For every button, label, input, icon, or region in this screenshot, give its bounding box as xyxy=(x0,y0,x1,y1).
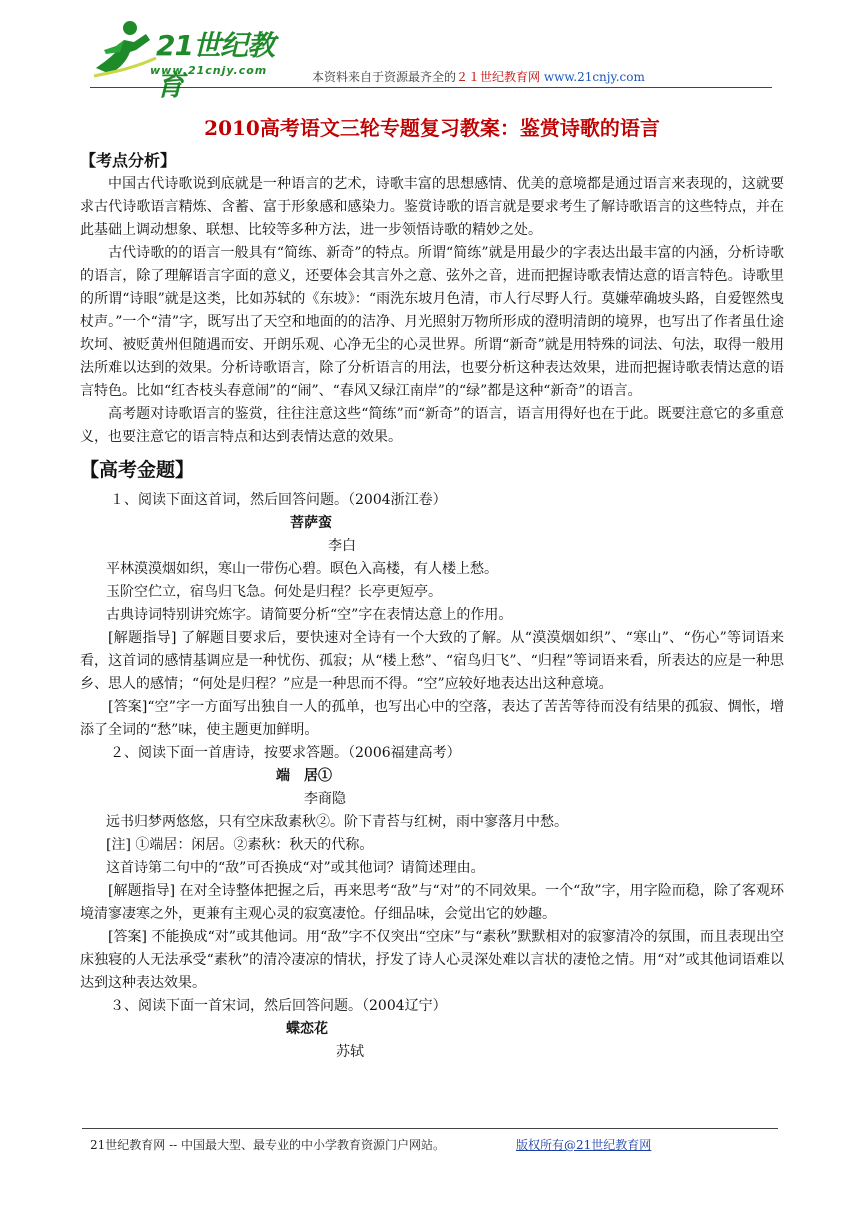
document-body xyxy=(80,112,784,1064)
q1-line-1: 平林漠漠烟如织，寒山一带伤心碧。暝色入高楼，有人楼上愁。 xyxy=(106,561,498,577)
q1-answer: [答案]“空”字一方面写出独自一人的孤单，也写出心中的空落，表达了苦苦等待而没有结果的孤寂、惆怅，增添了全词的“愁”味，使主题更加鲜明。 xyxy=(80,699,784,738)
q3-prompt: ３、阅读下面一首宋词，然后回答问题。（2004辽宁） xyxy=(110,998,447,1014)
logo-text: 21世纪教育 xyxy=(156,29,274,102)
q2-author: 李商隐 xyxy=(304,791,346,807)
q1-guide: [解题指导] 了解题目要求后，要快速对全诗有一个大致的了解。从“漠漠烟如织”、“寒山”、“伤心”等词语来看，这首词的感情基调应是一种忧伤、孤寂；从“楼上愁”、“宿鸟归飞”、“归程”等词语来看，所表达的应是一种思乡、思人的感情；“何处是归程？”应是一种思而不得。“空”应较好地表达出这种意境。 xyxy=(80,630,784,692)
q1-poem-title: 菩萨蛮 xyxy=(290,515,332,531)
page-header xyxy=(90,18,770,102)
q2-guide: [解题指导] 在对全诗整体把握之后，再来思考“敌”与“对”的不同效果。一个“敌”字，用字险而稳，除了客观环境清寥凄寒之外，更兼有主观心灵的寂寞凄怆。仔细品味，会觉出它的妙趣。 xyxy=(80,883,784,922)
logo-url: www.21cnjy.com xyxy=(150,64,268,77)
q2-note: [注] ①端居：闲居。②素秋：秋天的代称。 xyxy=(106,837,374,853)
footer-divider xyxy=(82,1128,778,1129)
q1-question: 古典诗词特别讲究炼字。请简要分析“空”字在表情达意上的作用。 xyxy=(106,607,513,623)
q2-question: 这首诗第二句中的“敌”可否换成“对”或其他词？请简述理由。 xyxy=(106,860,485,876)
q1-prompt: １、阅读下面这首词，然后回答问题。（2004浙江卷） xyxy=(110,492,447,508)
q3-author: 苏轼 xyxy=(336,1044,364,1060)
copyright-link[interactable]: 版权所有@21世纪教育网 xyxy=(516,1138,652,1152)
analysis-heading: 【考点分析】 xyxy=(80,151,177,170)
header-divider xyxy=(90,87,772,88)
q2-poem-title: 端 居① xyxy=(276,768,332,784)
source-line xyxy=(312,68,645,85)
source-url-link[interactable]: www.21cnjy.com xyxy=(543,70,645,84)
q2-prompt: ２、阅读下面一首唐诗，按要求答题。（2006福建高考） xyxy=(110,745,461,761)
q2-line-1: 远书归梦两悠悠，只有空床敌素秋②。阶下青苔与红树，雨中寥落月中愁。 xyxy=(106,814,568,830)
source-brand[interactable]: ２１世纪教育网 xyxy=(456,70,541,84)
q2-answer: [答案] 不能换成“对”或其他词。用“敌”字不仅突出“空床”与“素秋”默默相对的寂寥清冷的氛围，而且表现出空床独寝的人无法承受“素秋”的清冷凄凉的情状，抒发了诗人心灵深处难以言状的凄怆之情。用“对”或其他词语难以达到这种表达效果。 xyxy=(80,929,784,991)
analysis-paragraph-2: 古代诗歌的的语言一般具有“简练、新奇”的特点。所谓“简练”就是用最少的字表达出最丰富的内涵，分析诗歌的语言，除了理解语言字面的意义，还要体会其言外之意、弦外之音，进而把握诗歌表情达意的语言特色。诗歌里的所谓“诗眼”就是这类，比如苏轼的《东坡》：“雨洗东坡月色清，市人行尽野人行。莫嫌荦确坡头路，自爱铿然曳杖声。”一个“清”字，既写出了天空和地面的的洁净、月光照射万物所形成的澄明清朗的境界，也写出了作者虽仕途坎坷、被贬黄州但随遇而安、开朗乐观、心净无尘的心灵世界。所谓“新奇”就是用特殊的词法、句法，取得一般用法所难以达到的效果。分析诗歌语言，除了分析语言的用法，也要分析这种表达效果，进而把握诗歌表情达意的语言特色。比如“红杏枝头春意闹”的“闹”、“春风又绿江南岸”的“绿”都是这种“新奇”的语言。 xyxy=(80,245,784,399)
footer-text: 21世纪教育网 -- 中国最大型、最专业的中小学教育资源门户网站。 xyxy=(90,1138,446,1152)
q1-author: 李白 xyxy=(328,538,356,554)
document-title: 2010高考语文三轮专题复习教案：鉴赏诗歌的语言 xyxy=(204,116,660,140)
site-logo[interactable] xyxy=(90,18,290,102)
source-prefix: 本资料来自于资源最齐全的 xyxy=(312,70,457,84)
q1-line-2: 玉阶空伫立，宿鸟归飞急。何处是归程？长亭更短亭。 xyxy=(106,584,442,600)
analysis-paragraph-3: 高考题对诗歌语言的鉴赏，往往注意这些“简练”而“新奇”的语言，语言用得好也在于此。既要注意它的多重意义，也要注意它的语言特点和达到表情达意的效果。 xyxy=(80,406,784,445)
exam-heading: 【高考金题】 xyxy=(80,459,195,481)
analysis-paragraph-1: 中国古代诗歌说到底就是一种语言的艺术，诗歌丰富的思想感情、优美的意境都是通过语言来表现的，这就要求古代诗歌语言精炼、含蓄、富于形象感和感染力。鉴赏诗歌的语言就是要求考生了解诗歌语言的这些特点，并在此基础上调动想象、联想、比较等多种方法，进一步领悟诗歌的精妙之处。 xyxy=(80,176,784,238)
q3-poem-title: 蝶恋花 xyxy=(286,1021,328,1037)
